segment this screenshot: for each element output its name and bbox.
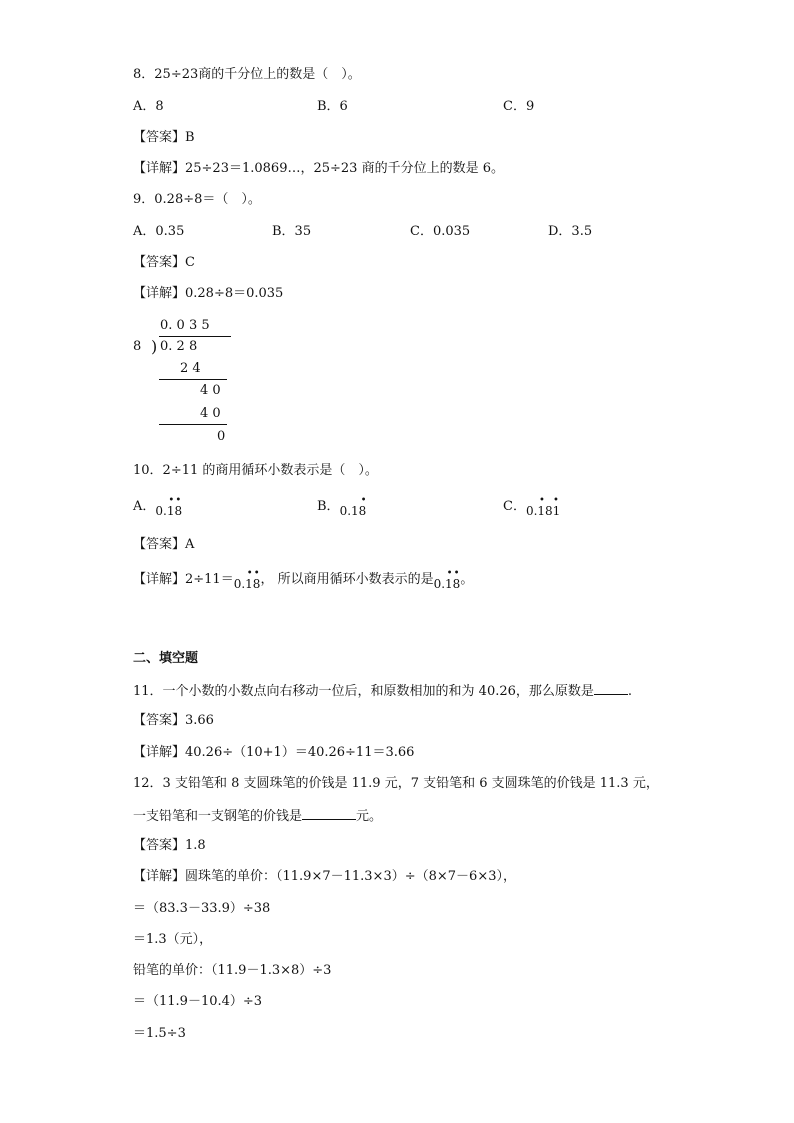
q11-stem: [133, 681, 632, 701]
repeat-dot-icon: •: [175, 495, 182, 506]
repeating-decimal-c: [525, 495, 561, 520]
q12-answer: 【答案】1.8: [133, 838, 206, 853]
answer-blank: [302, 806, 356, 820]
repeating-lead: 0.: [155, 504, 167, 518]
repeating-digits: 18: [445, 577, 461, 591]
q10-option-a: [133, 495, 183, 520]
division-remainder2: 0: [217, 429, 226, 444]
q10-option-b-label: B．: [317, 499, 340, 514]
repeating-digits: 18: [245, 577, 261, 591]
q9-option-c: C．0.035: [410, 224, 471, 239]
q10-option-b: [317, 495, 367, 520]
q12-stem-line2: [133, 806, 382, 826]
q12-stem-line2-a: 一支铅笔和一支钢笔的价钱是: [133, 809, 303, 824]
q10-stem: 10．2÷11 的商用循环小数表示是（ ）。: [133, 463, 378, 478]
q12-detail-line: 铅笔的单价：（11.9－1.3×8）÷3: [133, 963, 332, 978]
q11-stem-end: .: [627, 684, 633, 699]
repeating-digits: 8: [358, 504, 367, 518]
q8-detail: 【详解】25÷23＝1.0869…，25÷23 商的千分位上的数是 6。: [133, 161, 504, 176]
repeating-lead: 0.: [433, 577, 446, 591]
q9-stem: 9．0.28÷8＝（ ）。: [133, 192, 261, 207]
division-bar: [159, 336, 231, 337]
division-quotient: 0. 0 3 5: [160, 318, 210, 333]
repeat-dot-icon: •: [246, 568, 253, 579]
repeat-dot-icon: •: [552, 495, 559, 506]
division-line-2: [159, 424, 227, 425]
q12-stem-line2-b: 元。: [356, 809, 383, 824]
repeat-dot-icon: •: [446, 568, 453, 579]
q12-detail-line: ＝1.5÷3: [133, 1026, 186, 1041]
q8-option-c: C．9: [503, 99, 535, 114]
q12-detail-line: ＝（11.9－10.4）÷3: [133, 994, 263, 1009]
division-line-1: [159, 379, 227, 380]
repeating-lead: 0.: [233, 577, 246, 591]
division-remainder1: 4 0: [200, 383, 221, 398]
q12-detail-line: ＝（83.3－33.9）÷38: [133, 901, 271, 916]
repeating-lead: 0.1: [339, 504, 359, 518]
repeating-decimal-a: [155, 495, 183, 520]
q9-detail: 【详解】0.28÷8＝0.035: [133, 286, 284, 301]
repeating-digits: 18: [166, 504, 183, 518]
q9-option-a: A．0.35: [133, 224, 185, 239]
q9-option-d: D．3.5: [548, 224, 593, 239]
q12-stem-line1: 12．3 支铅笔和 8 支圆珠笔的价钱是 11.9 元，7 支铅笔和 6 支圆珠笔的价钱是 11.3 元，: [133, 776, 659, 791]
repeating-decimal-detail-2: [433, 568, 461, 593]
repeat-dot-icon: •: [360, 495, 367, 506]
section-title: 二、填空题: [133, 651, 199, 666]
q11-answer: 【答案】3.66: [133, 713, 214, 728]
division-step1: 2 4: [180, 361, 201, 376]
repeating-decimal-detail: [233, 568, 261, 593]
q12-detail-line: ＝1.3（元），: [133, 932, 213, 947]
q8-option-b: B．6: [317, 99, 348, 114]
q8-stem: 8．25÷23商的千分位上的数是（ ）。: [133, 67, 361, 82]
division-step2: 4 0: [200, 406, 221, 421]
division-dividend: 0. 2 8: [160, 339, 198, 354]
q9-answer: 【答案】C: [133, 255, 195, 270]
q12-detail-line: 【详解】圆珠笔的单价：（11.9×7－11.3×3）÷（8×7－6×3），: [133, 869, 516, 884]
q11-stem-text: 11．一个小数的小数点向右移动一位后，和原数相加的和为 40.26，那么原数是: [133, 684, 594, 699]
division-divisor: 8: [133, 339, 142, 354]
repeat-dot-icon: •: [453, 568, 460, 579]
repeating-decimal-b: [339, 495, 367, 520]
q9-option-b: B．35: [272, 224, 312, 239]
repeat-dot-icon: •: [168, 495, 175, 506]
q10-option-a-label: A．: [133, 499, 156, 514]
q10-detail-suffix: 。: [460, 572, 474, 587]
q10-option-c-label: C．: [503, 499, 526, 514]
repeating-digits: 181: [537, 504, 561, 518]
q10-detail: [133, 568, 474, 593]
q8-option-a: A．8: [133, 99, 164, 114]
q10-option-c: [503, 495, 561, 520]
q11-detail: 【详解】40.26÷（10+1）＝40.26÷11＝3.66: [133, 745, 415, 760]
repeating-lead: 0.: [525, 504, 538, 518]
repeat-dot-icon: •: [538, 495, 545, 506]
q10-detail-prefix: 【详解】2÷11＝: [133, 572, 234, 587]
q8-answer: 【答案】B: [133, 130, 195, 145]
repeat-dot-icon: •: [253, 568, 260, 579]
q10-answer: 【答案】A: [133, 537, 195, 552]
q10-detail-mid: ， 所以商用循环小数表示的是: [260, 572, 434, 587]
division-bracket: ): [151, 337, 158, 356]
answer-blank: [594, 681, 628, 695]
